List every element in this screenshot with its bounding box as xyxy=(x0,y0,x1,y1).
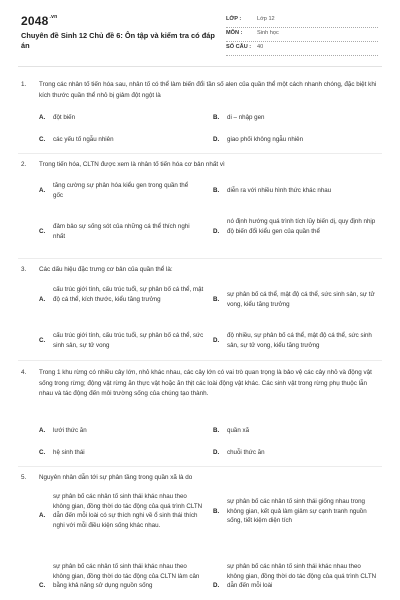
site-logo[interactable]: $2048^{.vn}$ xyxy=(21,14,58,28)
question-divider xyxy=(18,258,382,259)
question-text: Nguyên nhân dẫn tới sự phân tầng trong quần xã là do xyxy=(39,474,193,481)
question-text: Trong các nhân tố tiến hóa sau, nhân tố có thể làm biến đổi tần số alen của quần thể một cách nhanh chóng, đặc biệt khi kích thước quần thể nhỏ bị giảm đột ngột là xyxy=(39,81,377,99)
question-divider xyxy=(18,466,382,467)
question-divider xyxy=(18,360,382,361)
question-text: Trong 1 khu rừng có nhiều cây lớn, nhỏ khác nhau, các cây lớn có vai trò quan trọng là bảo vệ các cây nhỏ và động vật sống trong rừng; động vật rừng ăn thực vật hoặc ăn thịt các loài động vật khác. Các sinh vật trong rừng phụ thuộc lẫn nhau và tác động đến môi trường sống của chúng tạo thành. xyxy=(39,369,372,397)
question-divider xyxy=(18,153,382,154)
question-text: Trong tiến hóa, CLTN được xem là nhân tố tiến hóa cơ bản nhất vì xyxy=(39,161,225,168)
meta-row-class: LỚP : Lớp 12 xyxy=(226,14,378,28)
meta-row-subject: MÔN : Sinh học xyxy=(226,28,378,42)
question-text: Các dấu hiệu đặc trưng cơ bản của quần thể là: xyxy=(39,266,173,273)
document-title: Chuyên đề Sinh 12 Chủ đề 6: Ôn tập và kiểm tra có đáp án xyxy=(21,31,215,50)
question-list: 1. Trong các nhân tố tiến hóa sau, nhân tố có thể làm biến đổi tần số alen của quần thể một cách nhanh chóng, đặc biệt khi kích thước quần thể nhỏ bị giảm đột ngột là A. đột biến B. di – nhập gen C. các yếu tố ngẫu nhiên D. giao phối không ngẫu nhiên 2. Trong tiến hóa, CLTN được xem là nhân tố tiến hóa cơ bản nhất vì A. tăng cường sự phân hóa kiểu gen trong quần thể gốc B. diễn ra với nhiều hình thức khác nhau C. đảm bảo sự sống sót của những cá thể thích nghi nhất D. nó định hướng quá trình tích lũy biến dị, quy định nhịp độ biến đổi kiểu gen của quần thể 3. Các dấu hiệu đặc trưng cơ bản của quần thể là: A. cấu trúc giới tính, cấu trúc tuổi, sự phân bố cá thể, mật độ cá thể, kích thước, kiểu tăng trưởng B. sự phân bố cá thể, mật độ cá thể, sức sinh sản, sự tử vong, kiểu tăng trưởng C. cấu trúc giới tính, cấu trúc tuổi, sự phân bố cá thể, sức sinh sản, sự tử vong D. độ nhiều, sự phân bố cá thể, mật độ cá thể, sức sinh sản, sự tử vong, kiểu tăng trưởng 4. Trong 1 khu rừng có nhiều cây lớn, nhỏ khác nhau, các cây lớn có vai trò quan trọng là bảo vệ các cây nhỏ và động vật sống trong rừng; động vật rừng ăn thực vật hoặc ăn thịt các loài động vật khác. Các sinh vật trong rừng phụ thuộc lẫn nhau và tác động đến môi trường sống của chúng tạo thành. A. lưới thức ăn B. quần xã C. hệ sinh thái D. chuỗi thức ăn 5. Nguyên nhân dẫn tới sự phân tầng trong quần xã là do A. sự phân bố các nhân tố sinh thái khác nhau theo không gian, đồng thời do tác động của quá trình CLTN dẫn đến mỗi loài có sự thích nghi về ổ sinh thái thích nghi với mỗi điều kiện sống khác nhau. B. sự phân bố các nhân tố sinh thái giống nhau trong không gian, kết quả làm giảm sự cạnh tranh nguồn sống, tiết kiệm diện tích C. sự phân bố các nhân tố sinh thái khác nhau theo không gian, đồng thời do tác động của CLTN làm cân bằng khả năng sử dụng nguồn sống D. sự phân bố các nhân tố sinh thái khác nhau theo không gian, đồng thời do tác động của quá trình CLTN dẫn đến mỗi loài xyxy=(0,0,400,600)
meta-row-question-count: SỐ CÂU : 40 xyxy=(226,42,378,56)
